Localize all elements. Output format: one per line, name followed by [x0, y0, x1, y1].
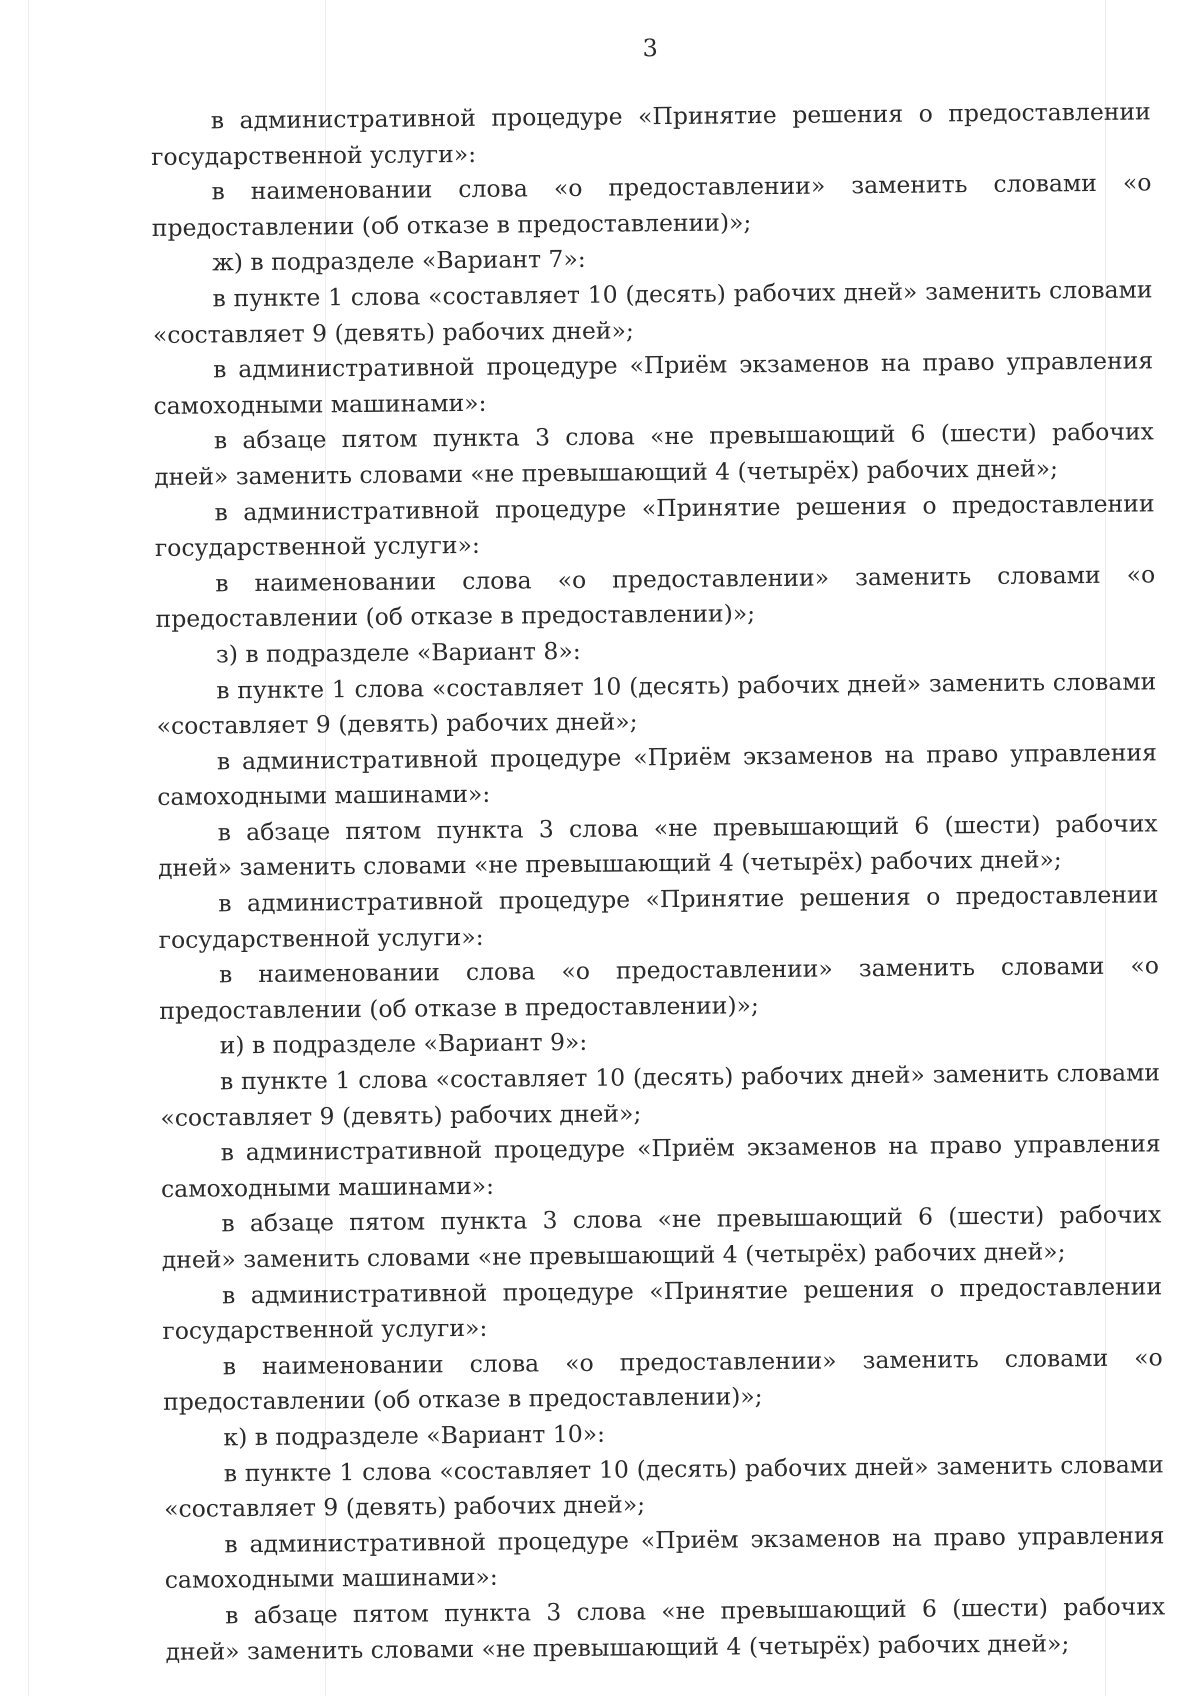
paragraph: в абзаце пятом пункта 3 слова «не превышающий 6 (шести) рабочих дней» заменить словами «не превышающий 4 (четырёх) рабочих дней»;	[157, 809, 1158, 883]
paragraph: в наименовании слова «о предоставлении» заменить словами «о предоставлении (об отказе в предоставлении)»;	[162, 1343, 1163, 1417]
paragraph: в абзаце пятом пункта 3 слова «не превышающий 6 (шести) рабочих дней» заменить словами «не превышающий 4 (четырёх) рабочих дней»;	[165, 1592, 1166, 1666]
paragraph: ж) в подразделе «Вариант 7»:	[212, 245, 586, 277]
paragraph: в абзаце пятом пункта 3 слова «не превышающий 6 (шести) рабочих дней» заменить словами «не превышающий 4 (четырёх) рабочих дней»;	[161, 1200, 1162, 1274]
paragraph: в административной процедуре «Принятие решения о предоставлении государственной услуги»:	[154, 488, 1155, 563]
paragraph: в административной процедуре «Принятие решения о предоставлении государственной услуги»:	[151, 97, 1151, 171]
paragraph: в наименовании слова «о предоставлении» заменить словами «о предоставлении (об отказе в предоставлении)»;	[155, 560, 1156, 634]
paragraph: в пункте 1 слова «составляет 10 (десять) рабочих дней» заменить словами «составляет 9 (девять) рабочих дней»;	[164, 1449, 1164, 1524]
paragraph: в административной процедуре «Приём экзаменов на право управления самоходными машинами»:	[160, 1129, 1161, 1203]
page-number: 3	[642, 34, 658, 63]
paragraph: в абзаце пятом пункта 3 слова «не превышающий 6 (шести) рабочих дней» заменить словами «не превышающий 4 (четырёх) рабочих дней»;	[154, 417, 1154, 491]
paragraph: в административной процедуре «Принятие решения о предоставлении государственной услуги»:	[158, 880, 1159, 954]
document-page	[150, 26, 1166, 1666]
paragraph: в административной процедуре «Приём экзаменов на право управления самоходными машинами»:	[153, 346, 1154, 420]
paragraph: в административной процедуре «Принятие решения о предоставлении государственной услуги»:	[162, 1271, 1163, 1346]
paragraph: к) в подразделе «Вариант 10»:	[223, 1419, 606, 1452]
paragraph: в наименовании слова «о предоставлении» заменить словами «о предоставлении (об отказе в предоставлении)»;	[151, 168, 1152, 242]
paragraph: в административной процедуре «Приём экзаменов на право управления самоходными машинами»:	[157, 738, 1158, 812]
scan-artifact-line	[28, 0, 29, 1696]
document-body	[151, 94, 1166, 1670]
paragraph: в пункте 1 слова «составляет 10 (десять) рабочих дней» заменить словами «составляет 9 (девять) рабочих дней»;	[160, 1058, 1161, 1132]
paragraph: в административной процедуре «Приём экзаменов на право управления самоходными машинами»:	[164, 1521, 1165, 1595]
paragraph: и) в подразделе «Вариант 9»:	[219, 1028, 588, 1060]
paragraph: в пункте 1 слова «составляет 10 (десять) рабочих дней» заменить словами «составляет 9 (девять) рабочих дней»;	[152, 275, 1153, 349]
paragraph: з) в подразделе «Вариант 8»:	[215, 636, 581, 669]
paragraph: в пункте 1 слова «составляет 10 (десять) рабочих дней» заменить словами «составляет 9 (девять) рабочих дней»;	[156, 666, 1157, 741]
paragraph: в наименовании слова «о предоставлении» заменить словами «о предоставлении (об отказе в предоставлении)»;	[159, 951, 1160, 1025]
